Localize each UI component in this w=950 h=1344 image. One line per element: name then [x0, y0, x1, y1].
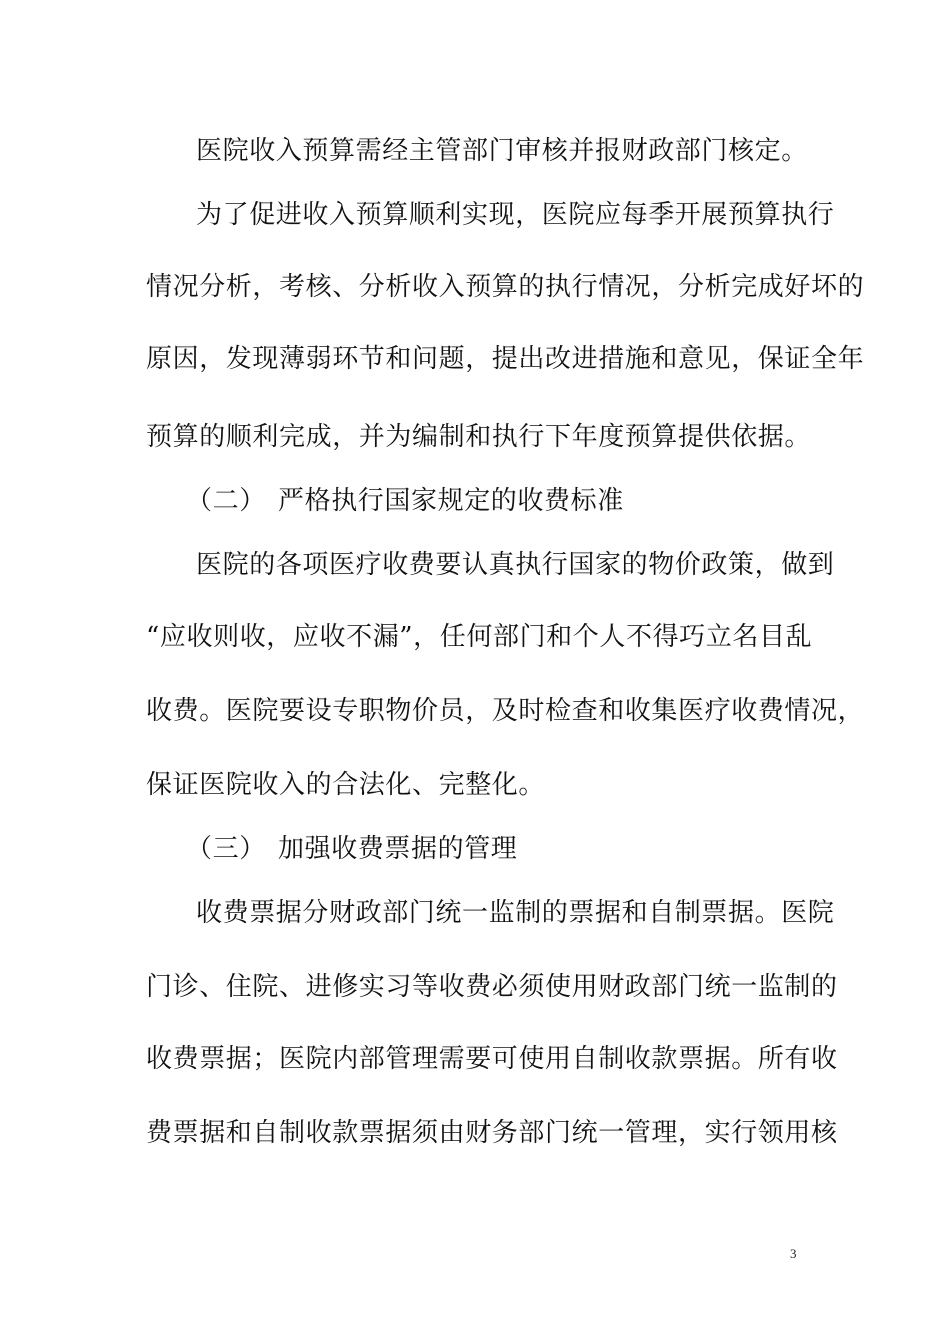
page-number: 3 — [790, 1246, 797, 1261]
paragraph-line: 保证医院收入的合法化、完整化。 — [146, 770, 546, 800]
paragraph-line: 收费。医院要设专职物价员，及时检查和收集医疗收费情况， — [146, 696, 865, 726]
section-number: （二） — [186, 486, 266, 516]
paragraph-line: 原因，发现薄弱环节和问题，提出改进措施和意见，保证全年 — [146, 344, 865, 374]
paragraph-line: 为了促进收入预算顺利实现，医院应每季开展预算执行 — [196, 200, 835, 230]
paragraph-line: 医院收入预算需经主管部门审核并报财政部门核定。 — [196, 136, 808, 166]
paragraph-line: 医院的各项医疗收费要认真执行国家的物价政策，做到 — [196, 550, 835, 580]
section-number: （三） — [186, 834, 266, 864]
section-title: 加强收费票据的管理 — [278, 834, 518, 864]
paragraph-line: 情况分析，考核、分析收入预算的执行情况，分析完成好坏的 — [146, 272, 865, 302]
section-heading — [186, 484, 806, 518]
section-title: 严格执行国家规定的收费标准 — [278, 486, 624, 516]
section-heading — [186, 832, 806, 866]
paragraph-line: 收费票据分财政部门统一监制的票据和自制票据。医院 — [196, 898, 835, 928]
paragraph-line: 费票据和自制收款票据须由财务部门统一管理，实行领用核 — [146, 1118, 838, 1148]
paragraph-line: “应收则收，应收不漏”，任何部门和个人不得巧立名目乱 — [146, 622, 813, 652]
paragraph-line: 收费票据；医院内部管理需要可使用自制收款票据。所有收 — [146, 1044, 838, 1074]
paragraph-line: 预算的顺利完成，并为编制和执行下年度预算提供依据。 — [146, 422, 812, 452]
paragraph-line: 门诊、住院、进修实习等收费必须使用财政部门统一监制的 — [146, 972, 838, 1002]
